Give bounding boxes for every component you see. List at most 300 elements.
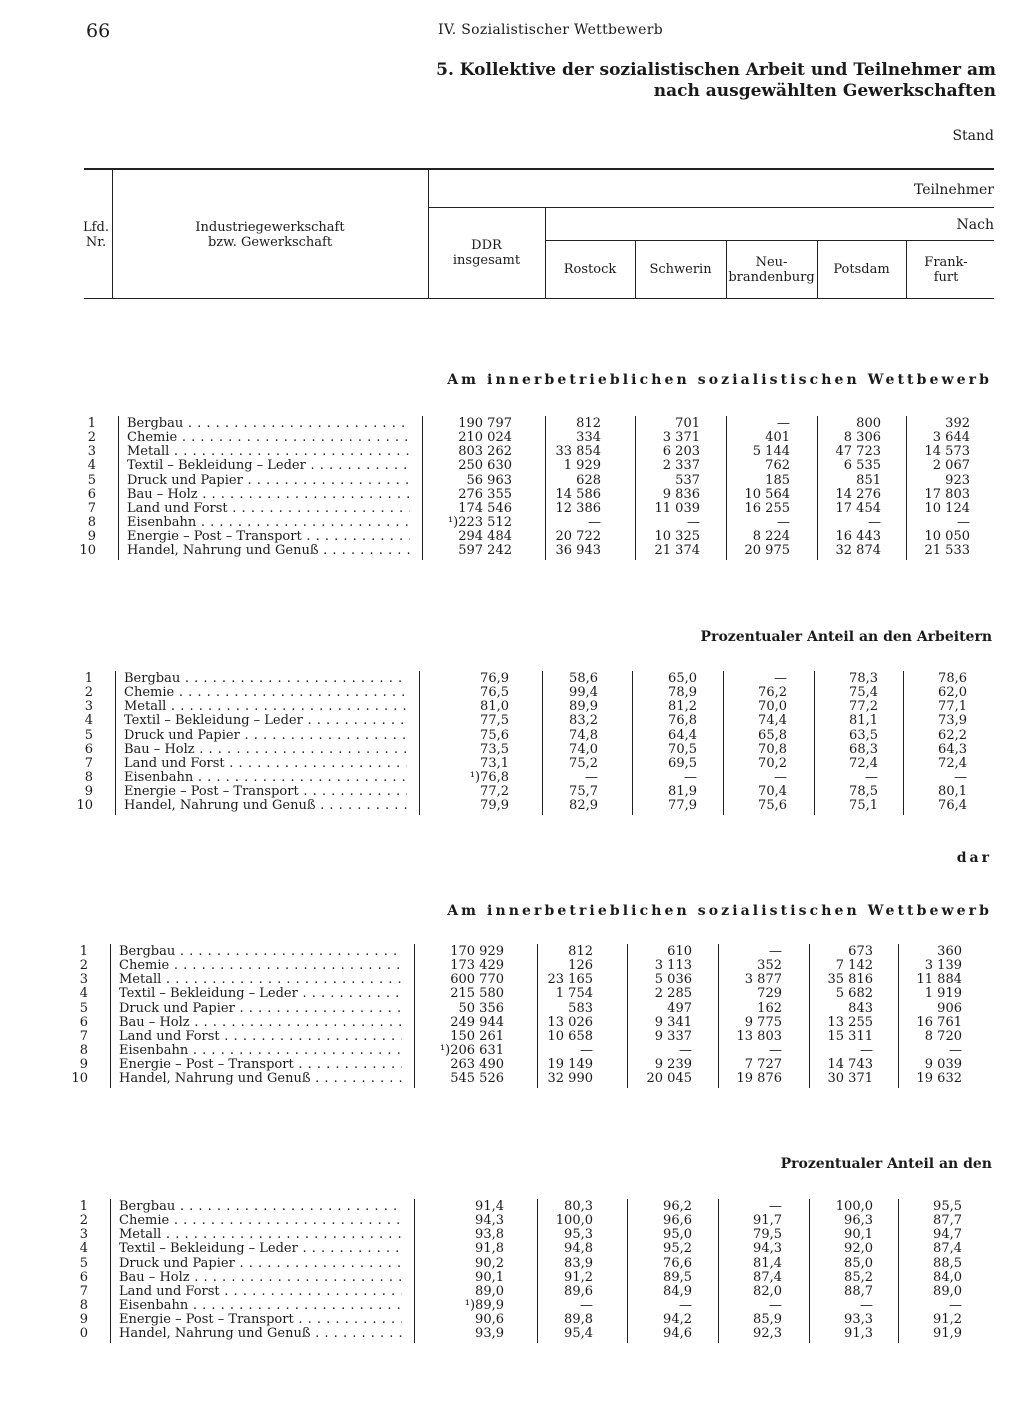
- value-cell: 94,3: [753, 1241, 782, 1257]
- value-cell: ¹)89,9: [464, 1298, 504, 1314]
- table-row: [0, 729, 1024, 743]
- value-cell: —: [585, 770, 598, 786]
- table-row: [0, 714, 1024, 728]
- union-name: Metall . . .: [119, 973, 402, 987]
- value-cell: 89,0: [933, 1283, 962, 1299]
- value-cell: 94,2: [663, 1312, 692, 1328]
- value-cell: 20 722: [555, 529, 601, 545]
- table-row: [0, 1044, 1024, 1058]
- value-cell: 8 720: [924, 1028, 962, 1044]
- value-cell: 100,0: [555, 1213, 593, 1229]
- value-cell: 94,7: [933, 1227, 962, 1243]
- value-cell: 3 371: [662, 430, 700, 446]
- value-cell: 32 990: [547, 1071, 593, 1087]
- value-cell: 13 803: [736, 1028, 782, 1044]
- union-name: Chemie . . .: [124, 686, 407, 700]
- value-cell: 90,1: [844, 1227, 873, 1243]
- union-name: Handel, Nahrung und Genuß . . .: [127, 544, 410, 558]
- row-number: 6: [87, 486, 96, 502]
- value-cell: 2 285: [654, 986, 692, 1002]
- value-cell: 583: [568, 1000, 593, 1016]
- value-cell: 81,2: [668, 699, 697, 715]
- value-cell: 812: [568, 944, 593, 959]
- value-cell: 126: [568, 958, 593, 974]
- row-number: 3: [79, 1227, 88, 1243]
- value-cell: 62,0: [938, 685, 967, 701]
- row-number: 8: [79, 1043, 88, 1059]
- value-cell: 923: [945, 472, 970, 488]
- table-row: [0, 516, 1024, 530]
- row-number: 3: [79, 972, 88, 988]
- value-cell: 88,5: [933, 1255, 962, 1271]
- table-row: [0, 459, 1024, 473]
- value-cell: 75,1: [849, 798, 878, 814]
- row-number: 9: [84, 784, 93, 800]
- row-number: 10: [79, 543, 96, 559]
- value-cell: 537: [675, 472, 700, 488]
- section-title: Prozentualer Anteil an den Arbeitern: [700, 629, 992, 645]
- value-cell: 95,0: [663, 1227, 692, 1243]
- table-row: [0, 544, 1024, 558]
- value-cell: 1 754: [555, 986, 593, 1002]
- value-cell: 545 526: [450, 1071, 504, 1087]
- value-cell: —: [580, 1043, 593, 1059]
- union-name: Druck und Papier . . .: [119, 1257, 402, 1271]
- value-cell: 91,3: [844, 1326, 873, 1342]
- row-number: 5: [84, 727, 93, 743]
- value-cell: 8 224: [752, 529, 790, 545]
- union-name: Chemie . . .: [119, 1214, 402, 1228]
- table-row: [0, 799, 1024, 813]
- row-number: 1: [87, 416, 96, 431]
- value-cell: 3 139: [924, 958, 962, 974]
- value-cell: 100,0: [835, 1199, 873, 1214]
- table-row: [0, 945, 1024, 959]
- value-cell: 9 836: [662, 486, 700, 502]
- value-cell: 91,7: [753, 1213, 782, 1229]
- value-cell: 360: [937, 944, 962, 959]
- value-cell: 77,5: [480, 713, 509, 729]
- value-cell: 701: [675, 416, 700, 431]
- value-cell: 628: [576, 472, 601, 488]
- value-cell: 96,6: [663, 1213, 692, 1229]
- value-cell: 263 490: [450, 1057, 504, 1073]
- union-name: Textil – Bekleidung – Leder . . .: [119, 1242, 402, 1256]
- union-name: Bau – Holz . . .: [127, 488, 410, 502]
- value-cell: 401: [765, 430, 790, 446]
- value-cell: 75,7: [569, 784, 598, 800]
- value-cell: —: [687, 515, 700, 531]
- row-number: 4: [79, 1241, 88, 1257]
- value-cell: 16 255: [744, 500, 790, 516]
- header-gewerkschaft: Industriegewerkschaft bzw. Gewerkschaft: [195, 220, 345, 250]
- value-cell: 76,6: [663, 1255, 692, 1271]
- table-row: [0, 1242, 1024, 1256]
- table-row: [0, 431, 1024, 445]
- row-number: 5: [79, 1255, 88, 1271]
- header-schwerin: Schwerin: [649, 262, 712, 277]
- value-cell: 762: [765, 458, 790, 474]
- value-cell: 85,0: [844, 1255, 873, 1271]
- row-number: 2: [79, 958, 88, 974]
- row-number: 6: [79, 1014, 88, 1030]
- table-row: [0, 1299, 1024, 1313]
- value-cell: 78,9: [668, 685, 697, 701]
- value-cell: 19 632: [916, 1071, 962, 1087]
- value-cell: 76,9: [480, 671, 509, 686]
- value-cell: 91,9: [933, 1326, 962, 1342]
- value-cell: 3 113: [654, 958, 692, 974]
- header-frankfurt: Frank- furt: [924, 255, 968, 285]
- union-name: Bau – Holz . . .: [119, 1016, 402, 1030]
- row-number: 9: [79, 1312, 88, 1328]
- value-cell: 6 203: [662, 444, 700, 460]
- value-cell: 65,8: [758, 727, 787, 743]
- value-cell: —: [868, 515, 881, 531]
- value-cell: 90,1: [475, 1269, 504, 1285]
- value-cell: 76,8: [668, 713, 697, 729]
- value-cell: 73,1: [480, 755, 509, 771]
- value-cell: 91,4: [475, 1199, 504, 1214]
- table-row: [0, 1327, 1024, 1341]
- value-cell: 249 944: [450, 1014, 504, 1030]
- table-row: [0, 1214, 1024, 1228]
- value-cell: 1 929: [563, 458, 601, 474]
- value-cell: 10 325: [654, 529, 700, 545]
- value-cell: 14 573: [924, 444, 970, 460]
- row-number: 0: [79, 1326, 88, 1342]
- union-name: Metall . . .: [119, 1228, 402, 1242]
- value-cell: 9 337: [654, 1028, 692, 1044]
- value-cell: 174 546: [458, 500, 512, 516]
- value-cell: 89,8: [564, 1312, 593, 1328]
- row-number: 8: [79, 1298, 88, 1314]
- value-cell: 95,4: [564, 1326, 593, 1342]
- union-name: Bergbau . . .: [119, 945, 402, 959]
- value-cell: 89,6: [564, 1283, 593, 1299]
- value-cell: 81,9: [668, 784, 697, 800]
- value-cell: 69,5: [668, 755, 697, 771]
- value-cell: 73,5: [480, 741, 509, 757]
- value-cell: 250 630: [458, 458, 512, 474]
- value-cell: 95,3: [564, 1227, 593, 1243]
- value-cell: 99,4: [569, 685, 598, 701]
- table-row: [0, 686, 1024, 700]
- value-cell: 78,3: [849, 671, 878, 686]
- value-cell: 70,2: [758, 755, 787, 771]
- union-name: Druck und Papier . . .: [124, 729, 407, 743]
- value-cell: 91,2: [933, 1312, 962, 1328]
- nach-rule: [545, 240, 994, 241]
- value-cell: 75,2: [569, 755, 598, 771]
- value-cell: 70,0: [758, 699, 787, 715]
- value-cell: —: [774, 671, 787, 686]
- value-cell: 19 876: [736, 1071, 782, 1087]
- value-cell: —: [777, 515, 790, 531]
- value-cell: 14 743: [827, 1057, 873, 1073]
- union-name: Bau – Holz . . .: [124, 743, 407, 757]
- table-row: [0, 743, 1024, 757]
- row-number: 5: [79, 1000, 88, 1016]
- value-cell: 56 963: [466, 472, 512, 488]
- value-cell: 88,7: [844, 1283, 873, 1299]
- value-cell: 16 443: [835, 529, 881, 545]
- section-title: Am innerbetrieblichen sozialistischen Wettbewerb: [447, 903, 992, 919]
- value-cell: 20 975: [744, 543, 790, 559]
- value-cell: 162: [757, 1000, 782, 1016]
- value-cell: 497: [667, 1000, 692, 1016]
- row-number: 4: [87, 458, 96, 474]
- value-cell: 76,4: [938, 798, 967, 814]
- value-cell: 276 355: [458, 486, 512, 502]
- value-cell: 13 255: [827, 1014, 873, 1030]
- union-name: Handel, Nahrung und Genuß . . .: [124, 799, 407, 813]
- value-cell: 70,5: [668, 741, 697, 757]
- value-cell: —: [860, 1043, 873, 1059]
- value-cell: 74,4: [758, 713, 787, 729]
- value-cell: 83,2: [569, 713, 598, 729]
- value-cell: 334: [576, 430, 601, 446]
- dar-label: dar: [956, 850, 992, 866]
- value-cell: 93,8: [475, 1227, 504, 1243]
- row-number: 1: [79, 1199, 88, 1214]
- value-cell: 83,9: [564, 1255, 593, 1271]
- value-cell: 95,2: [663, 1241, 692, 1257]
- stand-label: Stand: [952, 128, 994, 144]
- value-cell: 87,4: [753, 1269, 782, 1285]
- value-cell: 72,4: [938, 755, 967, 771]
- table-row: [0, 530, 1024, 544]
- value-cell: 65,0: [668, 671, 697, 686]
- union-name: Handel, Nahrung und Genuß . . .: [119, 1327, 402, 1341]
- value-cell: 87,4: [933, 1241, 962, 1257]
- value-cell: 812: [576, 416, 601, 431]
- table-row: [0, 502, 1024, 516]
- value-cell: —: [954, 770, 967, 786]
- union-name: Eisenbahn . . .: [127, 516, 410, 530]
- union-name: Bergbau . . .: [124, 672, 407, 686]
- value-cell: 32 874: [835, 543, 881, 559]
- table-row: [0, 959, 1024, 973]
- value-cell: —: [580, 1298, 593, 1314]
- value-cell: 64,4: [668, 727, 697, 743]
- running-head: IV. Sozialistischer Wettbewerb: [438, 22, 663, 38]
- union-name: Bau – Holz . . .: [119, 1271, 402, 1285]
- value-cell: 89,0: [475, 1283, 504, 1299]
- value-cell: 70,4: [758, 784, 787, 800]
- value-cell: 16 761: [916, 1014, 962, 1030]
- value-cell: 673: [848, 944, 873, 959]
- value-cell: 21 374: [654, 543, 700, 559]
- row-number: 1: [84, 671, 93, 686]
- table-row: [0, 1072, 1024, 1086]
- value-cell: 729: [757, 986, 782, 1002]
- union-name: Land und Forst . . .: [119, 1285, 402, 1299]
- table-row: [0, 1058, 1024, 1072]
- value-cell: 73,9: [938, 713, 967, 729]
- value-cell: 68,3: [849, 741, 878, 757]
- table-title-line2: nach ausgewählten Gewerkschaften: [653, 81, 996, 101]
- value-cell: 3 877: [744, 972, 782, 988]
- union-name: Land und Forst . . .: [127, 502, 410, 516]
- table-row: [0, 1030, 1024, 1044]
- value-cell: 63,5: [849, 727, 878, 743]
- row-number: 10: [76, 798, 93, 814]
- value-cell: —: [679, 1043, 692, 1059]
- value-cell: 14 586: [555, 486, 601, 502]
- union-name: Bergbau . . .: [127, 417, 410, 431]
- value-cell: 19 149: [547, 1057, 593, 1073]
- table-row: [0, 672, 1024, 686]
- value-cell: —: [769, 944, 782, 959]
- table-row: [0, 1228, 1024, 1242]
- row-number: 4: [79, 986, 88, 1002]
- value-cell: 79,5: [753, 1227, 782, 1243]
- row-number: 9: [87, 529, 96, 545]
- value-cell: 36 943: [555, 543, 601, 559]
- value-cell: 93,9: [475, 1326, 504, 1342]
- value-cell: 20 045: [646, 1071, 692, 1087]
- header-ddr: DDR insgesamt: [452, 238, 521, 268]
- union-name: Metall . . .: [127, 445, 410, 459]
- value-cell: 92,0: [844, 1241, 873, 1257]
- value-cell: 15 311: [827, 1028, 873, 1044]
- value-cell: 851: [856, 472, 881, 488]
- value-cell: 9 775: [744, 1014, 782, 1030]
- value-cell: —: [769, 1043, 782, 1059]
- table-row: [0, 1016, 1024, 1030]
- value-cell: 82,0: [753, 1283, 782, 1299]
- value-cell: 90,2: [475, 1255, 504, 1271]
- value-cell: 13 026: [547, 1014, 593, 1030]
- section-title: Am innerbetrieblichen sozialistischen Wettbewerb: [447, 372, 992, 388]
- value-cell: 906: [937, 1000, 962, 1016]
- table-row: [0, 417, 1024, 431]
- value-cell: 85,2: [844, 1269, 873, 1285]
- value-cell: 78,5: [849, 784, 878, 800]
- value-cell: 392: [945, 416, 970, 431]
- table-row: [0, 1271, 1024, 1285]
- value-cell: 11 884: [916, 972, 962, 988]
- value-cell: 47 723: [835, 444, 881, 460]
- value-cell: —: [957, 515, 970, 531]
- value-cell: 85,9: [753, 1312, 782, 1328]
- teilnehmer-rule: [428, 207, 994, 208]
- value-cell: 5 036: [654, 972, 692, 988]
- value-cell: 89,9: [569, 699, 598, 715]
- value-cell: 170 929: [450, 944, 504, 959]
- value-cell: 80,1: [938, 784, 967, 800]
- value-cell: —: [865, 770, 878, 786]
- row-number: 3: [87, 444, 96, 460]
- union-name: Eisenbahn . . .: [124, 771, 407, 785]
- value-cell: 5 144: [752, 444, 790, 460]
- value-cell: 6 535: [843, 458, 881, 474]
- union-name: Textil – Bekleidung – Leder . . .: [124, 714, 407, 728]
- value-cell: —: [949, 1298, 962, 1314]
- union-name: Druck und Papier . . .: [127, 474, 410, 488]
- value-cell: 2 067: [932, 458, 970, 474]
- row-number: 2: [87, 430, 96, 446]
- value-cell: 600 770: [450, 972, 504, 988]
- union-name: Chemie . . .: [119, 959, 402, 973]
- union-name: Energie – Post – Transport . . .: [127, 530, 410, 544]
- value-cell: 173 429: [450, 958, 504, 974]
- value-cell: —: [777, 416, 790, 431]
- union-name: Eisenbahn . . .: [119, 1044, 402, 1058]
- value-cell: 70,8: [758, 741, 787, 757]
- value-cell: 93,3: [844, 1312, 873, 1328]
- value-cell: 87,7: [933, 1213, 962, 1229]
- value-cell: 2 337: [662, 458, 700, 474]
- value-cell: 35 816: [827, 972, 873, 988]
- value-cell: 843: [848, 1000, 873, 1016]
- value-cell: ¹)206 631: [439, 1043, 504, 1059]
- value-cell: 597 242: [458, 543, 512, 559]
- row-number: 7: [79, 1283, 88, 1299]
- value-cell: ¹)76,8: [469, 770, 509, 786]
- table-row: [0, 757, 1024, 771]
- header-potsdam: Potsdam: [833, 262, 890, 277]
- value-cell: 14 276: [835, 486, 881, 502]
- table-row: [0, 488, 1024, 502]
- value-cell: 94,3: [475, 1213, 504, 1229]
- value-cell: 82,9: [569, 798, 598, 814]
- value-cell: 352: [757, 958, 782, 974]
- table-row: [0, 1313, 1024, 1327]
- value-cell: 10 050: [924, 529, 970, 545]
- value-cell: 94,6: [663, 1326, 692, 1342]
- table-row: [0, 474, 1024, 488]
- header-bottom-rule: [84, 298, 994, 299]
- value-cell: 3 644: [932, 430, 970, 446]
- table-title-line1: 5. Kollektive der sozialistischen Arbeit und Teilnehmer am: [436, 60, 996, 80]
- header-neubrandenburg: Neu- brandenburg: [728, 255, 815, 285]
- value-cell: 64,3: [938, 741, 967, 757]
- value-cell: 8 306: [843, 430, 881, 446]
- header-lfd: Lfd. Nr.: [83, 220, 109, 250]
- value-cell: —: [949, 1043, 962, 1059]
- union-name: Textil – Bekleidung – Leder . . .: [127, 459, 410, 473]
- row-number: 7: [79, 1028, 88, 1044]
- row-number: 7: [87, 500, 96, 516]
- value-cell: 215 580: [450, 986, 504, 1002]
- union-name: Chemie . . .: [127, 431, 410, 445]
- table-row: [0, 771, 1024, 785]
- header-top-rule: [84, 168, 994, 170]
- value-cell: —: [769, 1298, 782, 1314]
- union-name: Druck und Papier . . .: [119, 1002, 402, 1016]
- value-cell: 81,0: [480, 699, 509, 715]
- value-cell: 7 727: [744, 1057, 782, 1073]
- value-cell: —: [774, 770, 787, 786]
- value-cell: 23 165: [547, 972, 593, 988]
- value-cell: 803 262: [458, 444, 512, 460]
- union-name: Eisenbahn . . .: [119, 1299, 402, 1313]
- table-row: [0, 785, 1024, 799]
- value-cell: 72,4: [849, 755, 878, 771]
- value-cell: 90,6: [475, 1312, 504, 1328]
- table-row: [0, 700, 1024, 714]
- value-cell: 78,6: [938, 671, 967, 686]
- value-cell: —: [588, 515, 601, 531]
- row-number: 4: [84, 713, 93, 729]
- value-cell: 96,2: [663, 1199, 692, 1214]
- value-cell: 75,6: [480, 727, 509, 743]
- value-cell: 294 484: [458, 529, 512, 545]
- value-cell: 610: [667, 944, 692, 959]
- value-cell: 30 371: [827, 1071, 873, 1087]
